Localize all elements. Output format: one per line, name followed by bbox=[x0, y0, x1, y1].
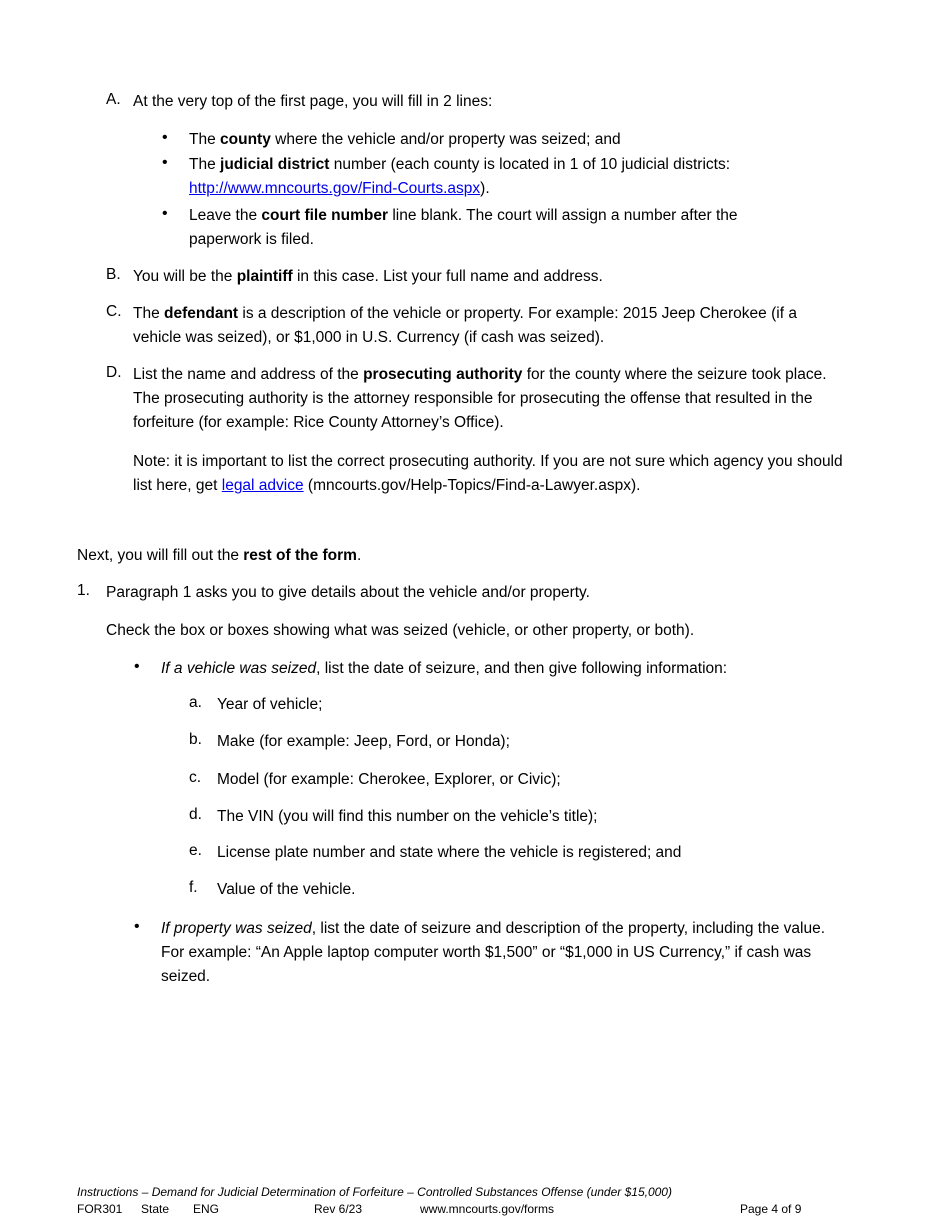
section-c-text: The defendant is a description of the vehicle or property. For example: 2015 Jeep Cherokee (if a vehicle was seized), or $1,000 in U.S. Currency (if cash was seized). bbox=[133, 305, 797, 346]
subitem-license: License plate number and state where the vehicle is registered; and bbox=[217, 844, 682, 861]
subitem-label: b. bbox=[189, 731, 202, 748]
bullet-icon: • bbox=[162, 129, 168, 146]
footer-rev: Rev 6/23 bbox=[314, 1202, 363, 1216]
section-b-text: You will be the plaintiff in this case. List your full name and address. bbox=[133, 268, 603, 285]
section-d-text: List the name and address of the prosecuting authority for the county where the seizure took place. The prosecuting authority is the attorney responsible for prosecuting the offense that resulted in the forfeiture (for example: Rice County Attorney’s Office). bbox=[133, 366, 827, 431]
next-heading: Next, you will fill out the rest of the form. bbox=[77, 547, 362, 564]
subitem-label: f. bbox=[189, 879, 198, 896]
footer-form: FOR301 bbox=[77, 1202, 123, 1216]
vehicle-bullet: If a vehicle was seized, list the date of seizure, and then give following information: bbox=[161, 660, 728, 677]
subitem-value: Value of the vehicle. bbox=[217, 881, 356, 898]
bullet-judicial-district: The judicial district number (each county is located in 1 of 10 judicial districts: http://www.mncourts.gov/Find-Courts.aspx). bbox=[189, 156, 731, 197]
property-bullet: If property was seized, list the date of seizure and description of the property, including the value. For example: “An Apple laptop computer worth $1,500” or “$1,000 in US Currency,” if cash was seized. bbox=[161, 920, 826, 985]
section-c-label: C. bbox=[106, 303, 122, 320]
section-d-label: D. bbox=[106, 364, 122, 381]
footer-lang: ENG bbox=[193, 1202, 220, 1216]
section-a-intro: At the very top of the first page, you will fill in 2 lines: bbox=[133, 93, 493, 110]
subitem-label: a. bbox=[189, 694, 202, 711]
bullet-court-file-number: Leave the court file number line blank. The court will assign a number after the paperwork is filed. bbox=[189, 207, 738, 248]
bullet-icon: • bbox=[134, 918, 140, 935]
footer-site: www.mncourts.gov/forms bbox=[420, 1202, 555, 1216]
footer-page: Page 4 of 9 bbox=[740, 1202, 802, 1216]
footer-title: Instructions – Demand for Judicial Determination of Forfeiture – Controlled Substances Offense (under $15,000) bbox=[77, 1185, 672, 1199]
subitem-year: Year of vehicle; bbox=[217, 696, 323, 713]
footer-state: State bbox=[141, 1202, 170, 1216]
subitem-make: Make (for example: Jeep, Ford, or Honda); bbox=[217, 733, 510, 750]
bullet-icon: • bbox=[162, 205, 168, 222]
subitem-vin: The VIN (you will find this number on the vehicle’s title); bbox=[217, 808, 598, 825]
bullet-county: The county where the vehicle and/or property was seized; and bbox=[189, 131, 621, 148]
item-1-label: 1. bbox=[77, 582, 90, 599]
subitem-label: c. bbox=[189, 769, 202, 786]
subitem-label: d. bbox=[189, 806, 202, 823]
bullet-icon: • bbox=[134, 658, 140, 675]
subitem-label: e. bbox=[189, 842, 202, 859]
item-1-text: Paragraph 1 asks you to give details about the vehicle and/or property. bbox=[106, 584, 590, 601]
find-courts-link[interactable]: http://www.mncourts.gov/Find-Courts.aspx bbox=[189, 180, 481, 197]
subitem-model: Model (for example: Cherokee, Explorer, or Civic); bbox=[217, 771, 561, 788]
section-d-note: Note: it is important to list the correct prosecuting authority. If you are not sure which agency you should list here, get legal advice (mncourts.gov/Help-Topics/Find-a-Lawyer.aspx). bbox=[133, 453, 843, 494]
section-a-label: A. bbox=[106, 91, 121, 108]
legal-advice-link[interactable]: legal advice bbox=[221, 477, 304, 494]
section-b-label: B. bbox=[106, 266, 121, 283]
item-1-check: Check the box or boxes showing what was seized (vehicle, or other property, or both). bbox=[106, 622, 695, 639]
bullet-icon: • bbox=[162, 154, 168, 171]
